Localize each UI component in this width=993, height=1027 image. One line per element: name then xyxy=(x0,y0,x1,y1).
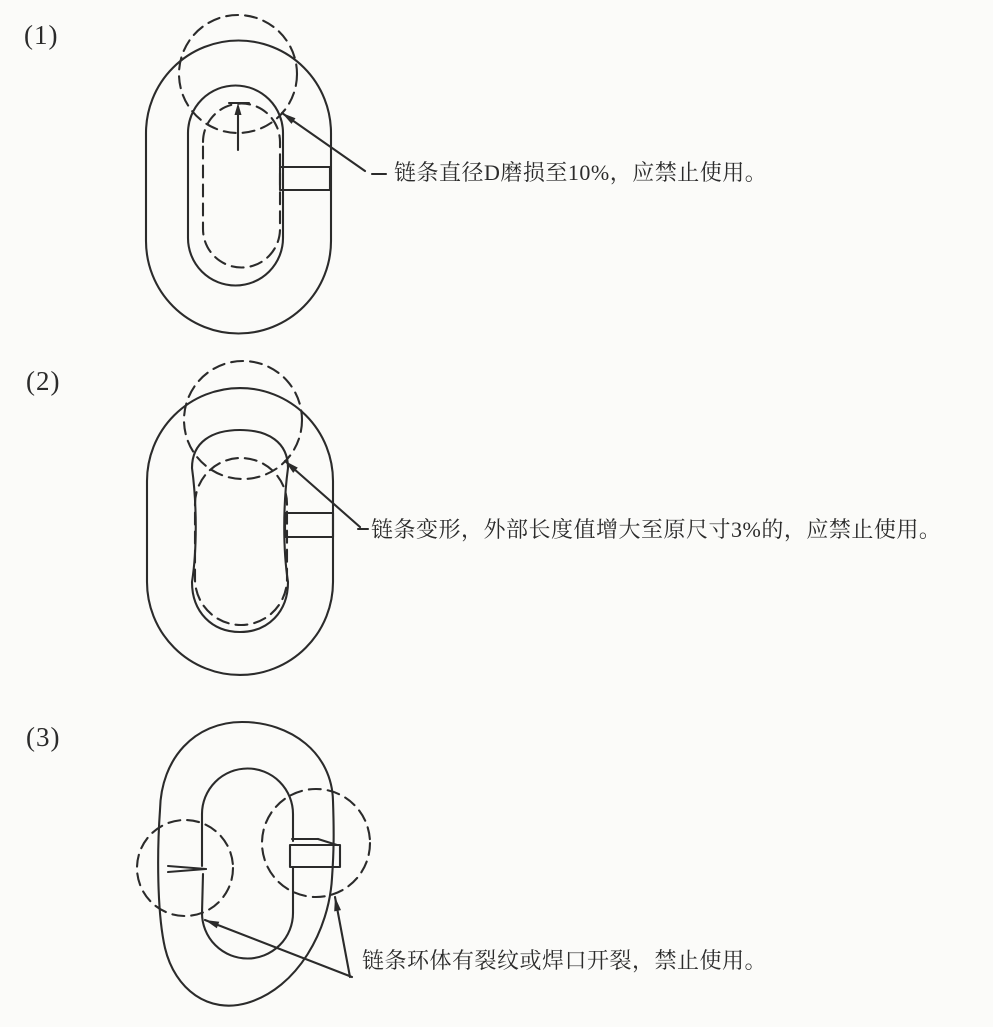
outer-link-outline xyxy=(146,41,331,334)
leader-line-3a xyxy=(205,920,352,977)
figure-caption-1: 链条直径D磨损至10%，应禁止使用。 xyxy=(394,160,768,185)
leader-line-3b xyxy=(334,897,350,977)
chain-link-diagram-3 xyxy=(137,722,370,1006)
figure-index-label-3: (3) xyxy=(26,722,61,752)
weld-band xyxy=(280,167,330,190)
chain-link-diagram-2 xyxy=(147,361,368,675)
body-crack-notch xyxy=(168,866,206,872)
leader-line-1 xyxy=(282,113,386,174)
figure-index-label-2: (2) xyxy=(26,366,61,396)
crack-marker-circle-right xyxy=(262,789,370,897)
outer-link-outline xyxy=(158,722,334,1006)
figure-caption-3: 链条环体有裂纹或焊口开裂，禁止使用。 xyxy=(362,948,768,973)
leader-line-2 xyxy=(285,461,368,529)
wear-measure-arrow xyxy=(229,103,249,150)
inner-link-outline xyxy=(202,769,293,959)
chain-link-diagram-1 xyxy=(146,15,386,334)
original-profile-dashed-outline xyxy=(195,458,287,625)
weld-band xyxy=(285,513,333,537)
deformed-inner-outline xyxy=(192,430,288,632)
figure-index-label-1: (1) xyxy=(24,20,59,50)
figure-caption-2: 链条变形，外部长度值增大至原尺寸3%的，应禁止使用。 xyxy=(371,517,942,542)
